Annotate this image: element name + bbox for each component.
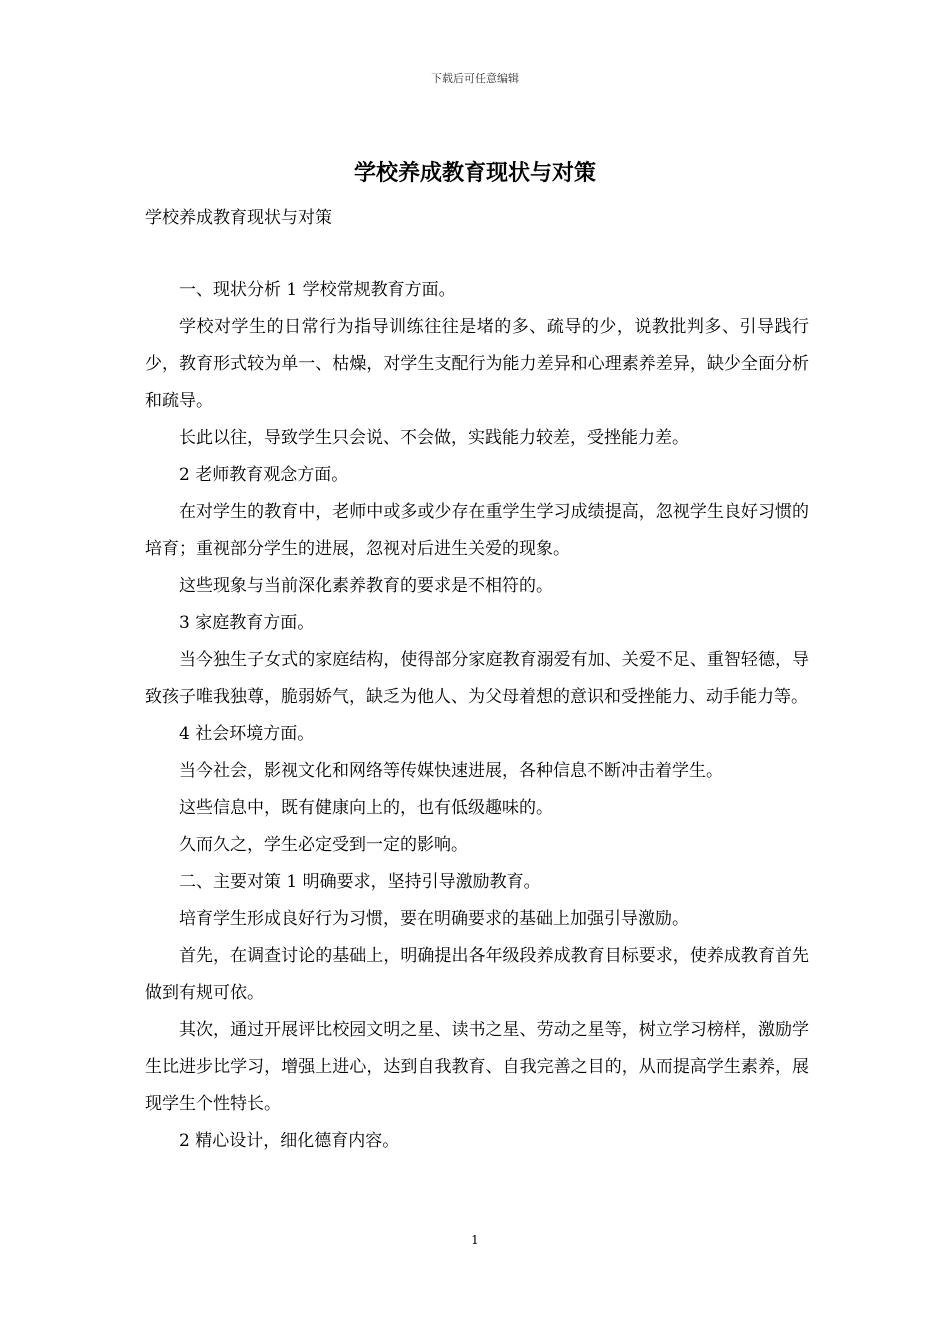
paragraph: 一、现状分析 1 学校常规教育方面。 — [179, 280, 456, 300]
paragraph: 3 家庭教育方面。 — [179, 613, 315, 633]
paragraph: 二、主要对策 1 明确要求，坚持引导激励教育。 — [179, 872, 541, 892]
page-number: 1 — [471, 1233, 479, 1247]
paragraph: 培育学生形成良好行为习惯，要在明确要求的基础上加强引导激励。 — [179, 909, 689, 929]
paragraph: 学校对学生的日常行为指导训练往往是堵的多、疏导的少，说教批判多、引导践行少，教育形式较为单一、枯燥，对学生支配行为能力差异和心理素养差异，缺少全面分析和疏导。 — [145, 317, 809, 411]
paragraph: 当今社会，影视文化和网络等传媒快速进展，各种信息不断冲击着学生。 — [179, 761, 723, 781]
paragraph: 这些现象与当前深化素养教育的要求是不相符的。 — [179, 576, 553, 596]
paragraph: 在对学生的教育中，老师中或多或少存在重学生学习成绩提高，忽视学生良好习惯的培育；重视部分学生的进展，忽视对后进生关爱的现象。 — [145, 502, 809, 559]
document-subtitle: 学校养成教育现状与对策 — [145, 208, 332, 228]
paragraph: 其次，通过开展评比校园文明之星、读书之星、劳动之星等，树立学习榜样，激励学生比进步比学习，增强上进心，达到自我教育、自我完善之目的，从而提高学生素养，展现学生个性特长。 — [145, 1020, 809, 1114]
document-title: 学校养成教育现状与对策 — [353, 160, 596, 186]
header-note: 下载后可任意编辑 — [431, 72, 519, 85]
paragraph: 久而久之，学生必定受到一定的影响。 — [179, 835, 468, 855]
paragraph: 长此以往，导致学生只会说、不会做，实践能力较差，受挫能力差。 — [179, 428, 689, 448]
paragraph: 2 精心设计，细化德育内容。 — [179, 1131, 400, 1151]
document-body — [145, 272, 809, 1160]
paragraph: 4 社会环境方面。 — [179, 724, 315, 744]
paragraph: 首先，在调查讨论的基础上，明确提出各年级段养成教育目标要求，使养成教育首先做到有规可依。 — [145, 946, 809, 1003]
paragraph: 这些信息中，既有健康向上的，也有低级趣味的。 — [179, 798, 553, 818]
paragraph: 当今独生子女式的家庭结构，使得部分家庭教育溺爱有加、关爱不足、重智轻德，导致孩子唯我独尊，脆弱娇气，缺乏为他人、为父母着想的意识和受挫能力、动手能力等。 — [145, 650, 809, 707]
paragraph: 2 老师教育观念方面。 — [179, 465, 349, 485]
